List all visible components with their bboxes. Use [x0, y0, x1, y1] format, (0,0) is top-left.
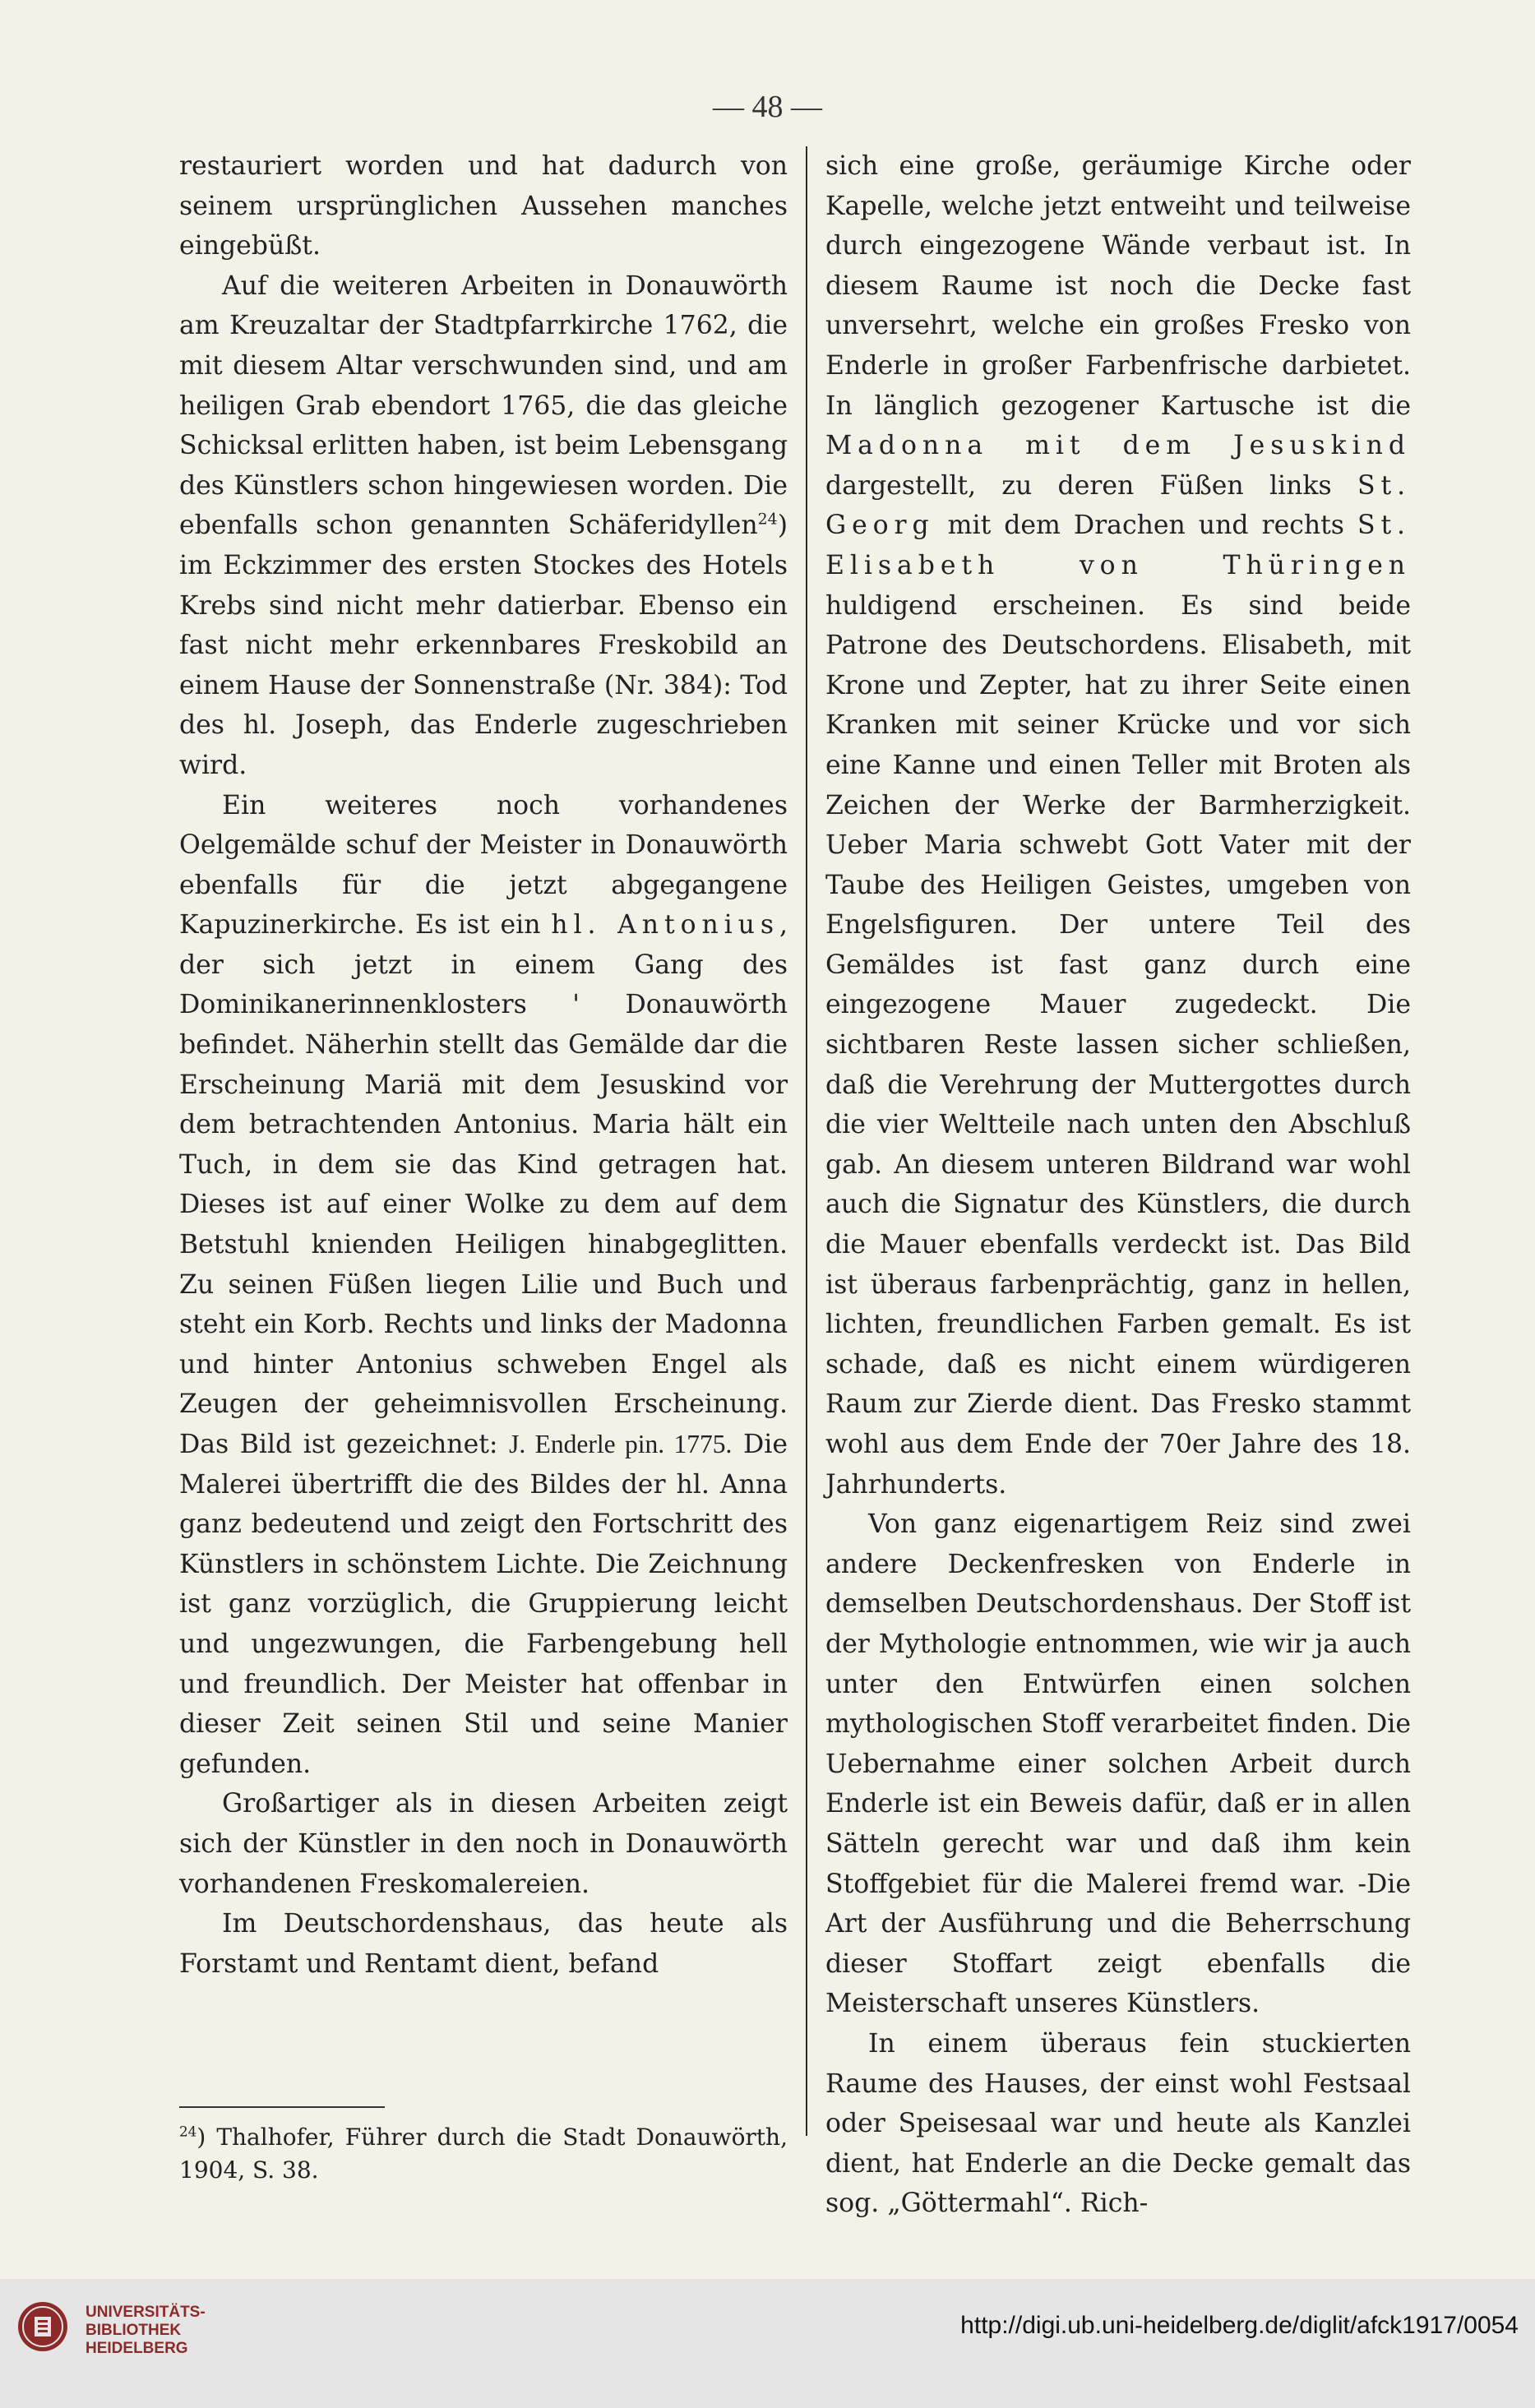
spaced-name-elisabeth: St. Elisabeth von Thüringen [825, 511, 1411, 580]
left-paragraph-3-text-a: Ein weiteres noch vorhandenes Oelgemälde schuf der Meister in Donauwörth ebenfalls für die jetzt abgegangene Kapuzinerkirche. Es ist ein [179, 790, 788, 941]
left-paragraph-3 [179, 786, 788, 1785]
left-paragraph-3-text-b: , der sich jetzt in einem Gang des Dominikanerinnenklosters ' Donauwörth befindet. Näherhin stellt das Gemälde dar die Erscheinung Mariä mit dem Jesuskind vor dem betrachtenden Antonius. Maria hält ein Tuch, in dem sie das Kind getragen hat. Dieses ist auf einer Wolke zu dem auf dem Betstuhl knienden Heiligen hinabgeglitten. Zu seinen Füßen liegen Lilie und Buch und steht ein Korb. Rechts und links der Madonna und hinter Antonius schweben Engel als Zeugen der geheimnisvollen Erscheinung. Das Bild ist gezeichnet: [179, 910, 788, 1459]
footnote [179, 2121, 788, 2187]
painting-signature: J. Enderle pin. 1775. [509, 1430, 733, 1458]
right-column [825, 146, 1411, 2224]
left-paragraph-2-text-b: ) im Eckzimmer des ersten Stockes des Hotels Krebs sind nicht mehr datierbar. Ebenso ein fast nicht mehr erkennbares Freskobild an einem Hause der Sonnenstraße (Nr. 384): Tod des hl. Joseph, das Enderle zugeschrieben wird. [179, 511, 788, 780]
right-paragraph-1-text-d: huldigend erscheinen. Es sind beide Patrone des Deutschordens. Elisabeth, mit Krone und Zepter, hat zu ihrer Seite einen Kranken mit seiner Krücke und vor sich eine Kanne und einen Teller mit Broten als Zeichen der Werke der Barmherzigkeit. Ueber Maria schwebt Gott Vater mit der Taube des Heiligen Geistes, umgeben von Engelsfiguren. Der untere Teil des Gemäldes ist fast ganz durch eine eingezogene Mauer zugedeckt. Die sichtbaren Reste lassen sicher schließen, daß die Verehrung der Muttergottes durch die vier Weltteile nach unten den Abschluß gab. An diesem unteren Bildrand war wohl auch die Signatur des Künstlers, die durch die Mauer ebenfalls verdeckt ist. Das Bild ist überaus farbenprächtig, ganz in hellen, lichten, freundlichen Farben gemalt. Es ist schade, daß es nicht einem würdigeren Raum zur Zierde dient. Das Fresko stammt wohl aus dem Ende der 70er Jahre des 18. Jahrhunderts. [825, 590, 1411, 1500]
institution-line-3: HEIDELBERG [86, 2340, 188, 2357]
university-seal-icon[interactable] [16, 2300, 69, 2353]
left-paragraph-2-text-a: Auf die weiteren Arbeiten in Donauwörth am Kreuzaltar der Stadtpfarrkirche 1762, die mit diesem Altar verschwunden sind, und am heiligen Grab ebendort 1765, die das gleiche Schicksal erlitten haben, ist beim Lebensgang des Künstlers schon hingewiesen worden. Die ebenfalls schon genannten Schäferidyllen [179, 270, 788, 541]
permalink-url[interactable]: http://digi.ub.uni-heidelberg.de/diglit/afck1917/0054 [960, 2312, 1519, 2339]
footnote-reference: 24 [757, 510, 778, 529]
left-paragraph-4: Großartiger als in diesen Arbeiten zeigt sich der Künstler in den noch in Donauwörth vorhandenen Freskomalereien. [179, 1789, 788, 1899]
right-paragraph-1 [825, 146, 1411, 1504]
footnote-number: 24 [179, 2123, 197, 2140]
institution-name[interactable] [86, 2304, 206, 2358]
institution-line-2: BIBLIOTHEK [86, 2322, 182, 2339]
left-paragraph-3-text-c: Die Malerei übertrifft die des Bildes der hl. Anna ganz bedeutend und zeigt den Fortschritt des Künstlers in schönstem Lichte. Die Zeichnung ist ganz vorzüglich, die Gruppierung leicht und ungezwungen, die Farbengebung hell und freundlich. Der Meister hat offenbar in dieser Zeit seinen Stil und seine Manier gefunden. [179, 1430, 788, 1779]
spaced-name-antonius: hl. Antonius [551, 910, 779, 941]
right-paragraph-2: Von ganz eigenartigem Reiz sind zwei andere Deckenfresken von Enderle in demselben Deutschordenshaus. Der Stoff ist der Mythologie entnommen, wie wir ja auch unter den Entwürfen einen solchen mythologischen Stoff verarbeitet finden. Die Uebernahme einer solchen Arbeit durch Enderle ist ein Beweis dafür, daß er in allen Sätteln gerecht war und daß ihm kein Stoffgebiet für die Malerei fremd war. -Die Art der Ausführung und die Beherrschung dieser Stoffart zeigt ebenfalls die Meisterschaft unseres Künstlers. [825, 1509, 1411, 2019]
right-paragraph-3: In einem überaus fein stuckierten Raume des Hauses, der einst wohl Festsaal oder Speisesaal war und heute als Kanzlei dient, hat Enderle an die Decke gemalt das sog. „Göttermahl“. Rich- [825, 2028, 1411, 2219]
left-paragraph-5: Im Deutschordenshaus, das heute als Forstamt und Rentamt dient, befand [179, 1909, 788, 1979]
footnote-text: ) Thalhofer, Führer durch die Stadt Donauwörth, 1904, S. 38. [179, 2124, 788, 2184]
right-paragraph-1-text-a: sich eine große, geräumige Kirche oder Kapelle, welche jetzt entweiht und teilweise durch eingezogene Wände verbaut ist. In diesem Raume ist noch die Decke fast unversehrt, welche ein großes Fresko von Enderle in großer Farbenfrische darbietet. In länglich gezogener Kartusche ist die [825, 151, 1411, 421]
institution-line-1: UNIVERSITÄTS- [86, 2304, 206, 2321]
page-number: — 48 — [713, 90, 822, 124]
footnote-rule [179, 2106, 385, 2108]
spaced-name-georg: St. Georg [825, 470, 1412, 541]
left-paragraph-1: restauriert worden und hat dadurch von seinem ursprünglichen Aussehen manches eingebüßt. [179, 151, 788, 261]
right-paragraph-1-text-c: mit dem Drachen und rechts [947, 511, 1344, 541]
column-divider [806, 146, 807, 2136]
digitization-footer [0, 2279, 1535, 2408]
left-column [179, 146, 788, 1984]
spaced-name-madonna: Madonna mit dem Jesuskind [825, 431, 1411, 461]
left-paragraph-2 [179, 266, 788, 786]
right-paragraph-1-text-b: dargestellt, zu deren Füßen links [825, 470, 1332, 501]
